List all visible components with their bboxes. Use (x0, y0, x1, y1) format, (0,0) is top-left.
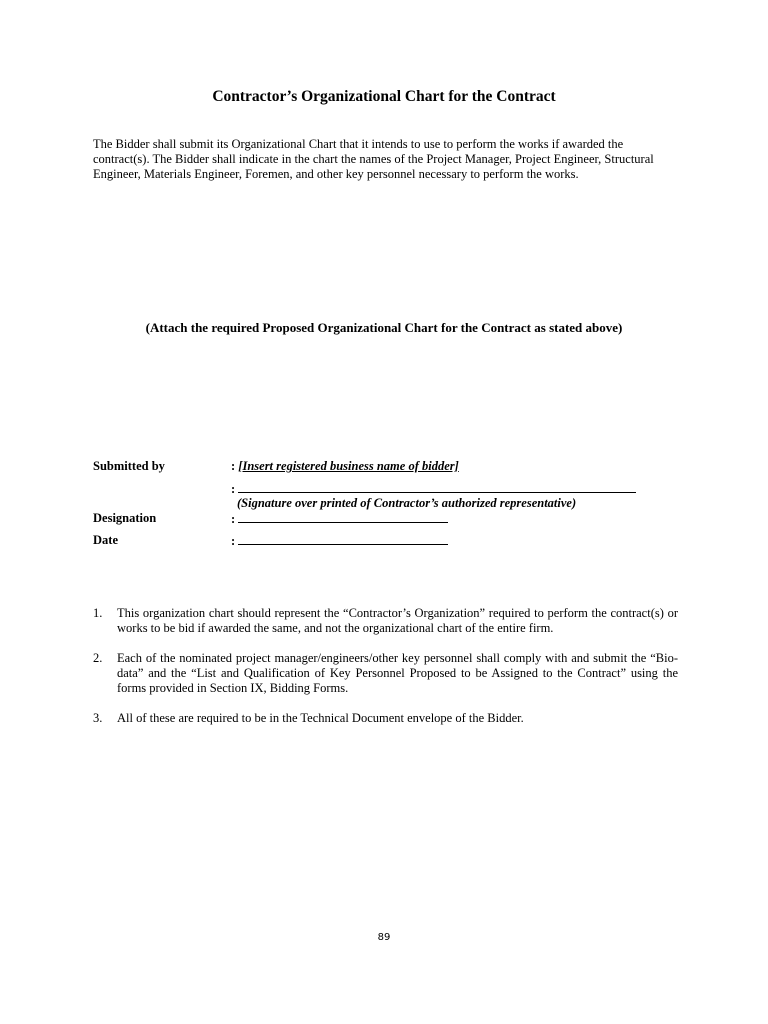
page-number: 89 (377, 932, 391, 943)
designation-label: Designation (93, 511, 157, 525)
colon: : (231, 512, 236, 526)
intro-paragraph: The Bidder shall submit its Organizational Chart that it intends to use to perform the works if awarded the contract(s). The Bidder shall indicate in the chart the names of the Project Manager, Project Engineer, Structural Engineer, Materials Engineer, Foremen, and other key personnel necessary to perform the works. (93, 137, 654, 181)
submitted-by-field (231, 459, 459, 474)
colon: : (231, 534, 236, 548)
designation-field (231, 511, 448, 527)
page-title: Contractor’s Organizational Chart for the Contract (212, 88, 556, 105)
note-item (93, 711, 678, 726)
note-item (93, 606, 678, 636)
note-text: Each of the nominated project manager/engineers/other key personnel shall comply with and submit the “Bio-data” and the “List and Qualification of Key Personnel Proposed to be Assigned to the Contract” using the forms provided in Section IX, Bidding Forms. (117, 651, 678, 695)
submitted-by-label: Submitted by (93, 459, 165, 473)
note-item (93, 651, 678, 696)
colon: : (231, 459, 236, 473)
note-number: 2. (93, 651, 103, 665)
signature-caption: (Signature over printed of Contractor’s authorized representative) (237, 496, 577, 510)
attach-instruction: (Attach the required Proposed Organizational Chart for the Contract as stated above) (145, 320, 623, 335)
signature-line (238, 481, 636, 493)
notes-list (93, 606, 678, 741)
date-line (238, 533, 448, 545)
colon: : (231, 482, 236, 496)
date-label: Date (93, 533, 118, 547)
signature-field (231, 481, 636, 497)
note-text: This organization chart should represent the “Contractor’s Organization” required to perform the contract(s) or works to be bid if awarded the same, and not the organizational chart of the entire firm. (117, 606, 678, 635)
designation-line (238, 511, 448, 523)
note-text: All of these are required to be in the Technical Document envelope of the Bidder. (117, 711, 524, 725)
note-number: 3. (93, 711, 103, 725)
note-number: 1. (93, 606, 103, 620)
business-name-placeholder: [Insert registered business name of bidder] (238, 459, 459, 473)
date-field (231, 533, 448, 549)
